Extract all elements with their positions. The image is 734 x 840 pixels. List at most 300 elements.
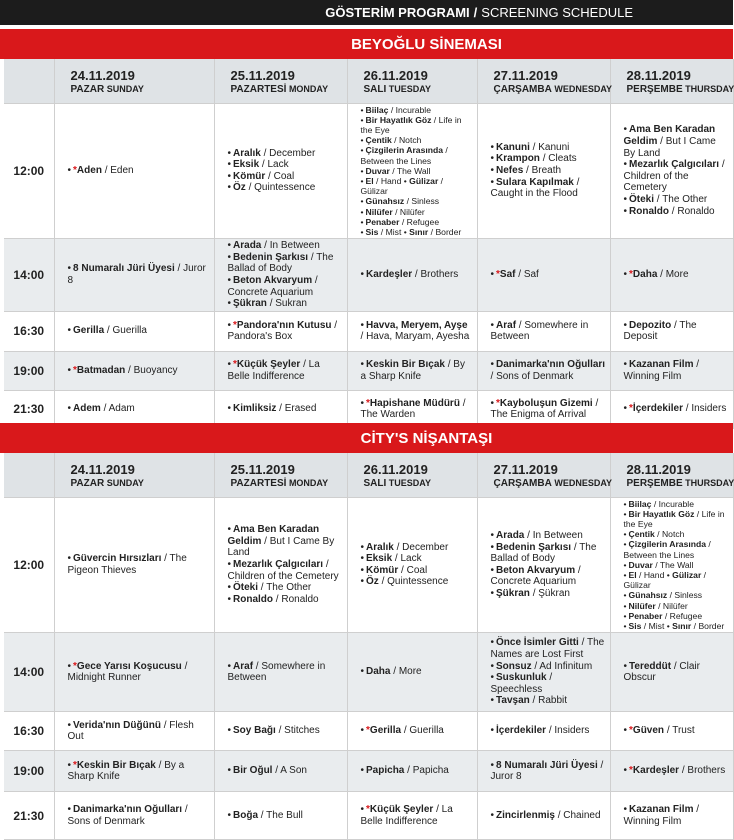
film-entry: [361, 666, 473, 678]
film-entry: [361, 565, 473, 577]
day-header-cell: [610, 59, 733, 103]
day-date: 24.11.2019: [70, 462, 135, 478]
film-title-en: The Other: [662, 194, 708, 205]
title-separator: /: [404, 765, 413, 777]
film-title-tr: Şükran: [496, 588, 530, 599]
title-separator: /: [546, 672, 553, 684]
film-entry: [491, 588, 606, 600]
film-entry: [228, 252, 343, 275]
film-title-en: Insiders: [691, 403, 727, 415]
title-separator: /: [636, 569, 644, 580]
screening-cell: [610, 311, 733, 351]
screening-cell: [347, 633, 477, 712]
title-separator: /: [259, 159, 268, 171]
premiere-star: *: [73, 660, 77, 672]
venue-title-bar: [0, 29, 733, 59]
screening-cell: [347, 497, 477, 633]
film-title-en: Incurable: [395, 104, 431, 115]
bullet: •: [623, 194, 628, 205]
film-title-en: The Deposit: [623, 319, 697, 343]
film-title-en: The Other: [266, 582, 312, 594]
title-separator: /: [261, 535, 270, 547]
title-separator: /: [515, 269, 524, 281]
day-name: [493, 84, 613, 96]
film-title-tr: Kazanan Film: [629, 804, 694, 816]
film-title-en: Saf: [523, 269, 539, 281]
bullet: •: [227, 582, 232, 594]
film-title-tr: Gerilla: [369, 725, 402, 737]
screening-cell: [477, 497, 610, 633]
film-title-tr: Aralık: [233, 147, 261, 159]
film-entry: [361, 765, 473, 777]
film-title-en: Gülizar: [623, 580, 651, 591]
day-name-en: THURSDAY: [682, 84, 734, 95]
screening-cell: [347, 311, 477, 351]
day-name-en: MONDAY: [286, 478, 329, 489]
title-separator: /: [669, 205, 678, 217]
film-title-tr: Penaber: [365, 216, 400, 227]
film-title-en: Ad Infinitum: [539, 660, 593, 672]
title-separator: /: [529, 695, 539, 707]
time-slot: 12:00: [4, 497, 54, 633]
film-title-tr: İçerdekiler: [496, 725, 547, 737]
film-title-tr: Nilüfer: [628, 600, 656, 611]
film-title-tr: Çizgilerin Arasında: [628, 539, 707, 550]
bullet: •: [623, 590, 627, 601]
film-title-en: Buoyancy: [133, 364, 178, 376]
film-title-en: Refugee: [669, 610, 703, 621]
film-title-en: Breath: [531, 165, 562, 177]
bullet: •: [490, 141, 495, 153]
screening-cell: [214, 351, 347, 390]
film-title-tr: Güvercin Hırsızları: [73, 553, 162, 565]
bullet: •: [360, 175, 364, 186]
film-title-tr: Kardeşler: [366, 269, 413, 281]
bullet: •: [623, 620, 627, 631]
film-title-tr: Sulara Kapılmak: [496, 176, 574, 188]
bullet: •: [623, 539, 627, 550]
premiere-star: *: [233, 359, 237, 371]
screening-cell: [610, 497, 733, 633]
title-separator: /: [573, 176, 580, 188]
film-title-en: Gülizar: [360, 186, 388, 197]
title-separator: /: [667, 590, 675, 601]
screening-cell: [214, 633, 347, 712]
bullet: •: [623, 359, 628, 371]
film-title-en: Sinless: [411, 196, 440, 207]
film-title-en: Children of the Cemetery: [227, 570, 339, 582]
film-title-en: Kanuni: [538, 141, 570, 153]
film-title-tr: Hapishane Müdürü: [369, 397, 460, 409]
film-title-en: In Between: [532, 530, 583, 542]
film-title-en: Şükran: [538, 588, 570, 599]
film-entry: [68, 760, 210, 783]
title-separator: /: [258, 809, 267, 821]
film-title-en: Sons of Denmark: [67, 815, 145, 827]
film-title-tr: Bir Oğul: [233, 765, 273, 777]
title-separator: /: [706, 539, 711, 550]
film-title-tr: Adem: [73, 403, 101, 415]
film-title-tr: Önce İsimler Gitti: [496, 637, 579, 649]
film-entry: [624, 539, 729, 559]
film-entry: [491, 725, 606, 737]
title-separator: /: [373, 175, 381, 186]
film-title-en: Coal: [406, 564, 428, 576]
title-separator: /: [182, 804, 188, 816]
day-name-tr: PAZARTESİ: [230, 478, 287, 490]
film-title-en: The Ballad of Body: [490, 541, 597, 565]
film-title-en: Ronaldo: [677, 205, 715, 217]
bullet: •: [490, 809, 495, 821]
film-title-tr: Bedenin Şarkısı: [233, 251, 309, 263]
title-separator: /: [390, 666, 399, 678]
film-title-en: Guerilla: [409, 725, 444, 737]
film-entry: [491, 672, 606, 695]
title-separator: /: [331, 319, 338, 331]
title-separator: /: [161, 553, 170, 565]
title-separator: /: [654, 194, 663, 205]
film-entry: [228, 159, 343, 171]
bullet: •: [623, 610, 627, 621]
premiere-star: *: [496, 397, 500, 409]
title-separator: /: [100, 403, 109, 415]
bullet: •: [227, 319, 232, 331]
bullet: •: [360, 104, 364, 115]
title-separator: •: [401, 226, 410, 237]
film-entry: [491, 530, 606, 542]
bullet: •: [623, 559, 627, 570]
screening-cell: [54, 792, 214, 840]
film-title-en: Life in the Eye: [360, 114, 462, 135]
film-title-en: The Names are Lost First: [490, 637, 605, 660]
bullet: •: [490, 637, 495, 649]
screening-cell: [214, 239, 347, 312]
bullet: •: [227, 298, 232, 310]
film-title-en: Notch: [398, 135, 422, 146]
film-entry: [624, 403, 729, 415]
film-title-tr: Çentik: [628, 529, 655, 540]
film-title-tr: Gülizar: [409, 175, 439, 186]
time-slot-row: [4, 497, 733, 633]
film-title-en: The Enigma of Arrival: [490, 409, 587, 421]
title-separator: /: [392, 553, 401, 565]
film-entry: [624, 124, 729, 159]
film-title-tr: Çizgilerin Arasında: [365, 145, 444, 156]
day-name-en: SUNDAY: [104, 84, 144, 95]
bullet: •: [623, 498, 627, 509]
screening-cell: [54, 712, 214, 751]
film-entry: [624, 611, 729, 621]
title-separator: /: [428, 226, 436, 237]
day-name-en: MONDAY: [286, 84, 329, 95]
film-entry: [228, 582, 343, 594]
venue-title-bar: [0, 423, 733, 453]
film-title-en: Hand: [380, 175, 402, 186]
bullet: •: [67, 325, 72, 337]
bullet: •: [623, 403, 628, 415]
bullet: •: [360, 226, 364, 237]
film-title-en: Border: [698, 620, 725, 631]
film-entry: [228, 320, 343, 343]
film-entry: [491, 661, 606, 673]
film-title-en: In Between: [269, 240, 320, 252]
day-header-cell: [347, 453, 477, 497]
bullet: •: [67, 263, 72, 275]
film-entry: [491, 269, 606, 281]
film-title-en: Between the Lines: [360, 155, 432, 166]
screening-cell: [477, 351, 610, 390]
film-entry: [68, 325, 210, 337]
film-title-tr: Araf: [233, 660, 254, 672]
title-separator: /: [265, 170, 274, 182]
bullet: •: [490, 269, 495, 281]
bullet: •: [360, 269, 365, 281]
title-separator: /: [388, 104, 396, 115]
bullet: •: [490, 176, 495, 188]
day-name-en: TUESDAY: [386, 478, 431, 489]
film-title-tr: Daha: [366, 666, 391, 678]
premiere-star: *: [496, 269, 500, 281]
bullet: •: [490, 660, 495, 672]
title-separator: /: [459, 397, 466, 409]
film-title-tr: Nefes: [496, 165, 524, 177]
film-entry: [361, 105, 473, 115]
film-title-tr: Danimarka'nın Oğulları: [73, 804, 183, 816]
title-separator: •: [401, 175, 410, 186]
title-separator: /: [308, 251, 317, 263]
film-entry: [361, 359, 473, 382]
film-title-en: But I Came By Land: [623, 136, 716, 159]
film-title-tr: Öz: [233, 182, 246, 194]
film-title-tr: Arada: [233, 240, 262, 252]
film-entry: [228, 240, 343, 252]
film-title-en: The Bull: [266, 809, 303, 821]
film-title-en: Incurable: [658, 498, 694, 509]
day-name-tr: SALI: [363, 478, 387, 490]
film-title-tr: Gece Yarısı Koşucusu: [76, 660, 182, 672]
bullet: •: [227, 170, 232, 182]
title-separator: /: [258, 582, 267, 594]
title-separator: /: [694, 508, 702, 519]
film-entry: [624, 499, 729, 509]
title-separator: /: [323, 559, 329, 571]
day-date: 26.11.2019: [363, 68, 428, 84]
film-entry: [228, 298, 343, 310]
schedule-table: [4, 453, 734, 840]
time-slot-row: [4, 633, 733, 712]
title-separator: /: [655, 600, 663, 611]
title-separator: /: [438, 175, 444, 186]
day-name: [71, 478, 208, 489]
day-date: 25.11.2019: [230, 68, 295, 84]
bullet: •: [623, 804, 628, 816]
time-slot: 21:30: [4, 390, 54, 428]
film-title-tr: Gerilla: [73, 325, 105, 337]
screening-cell: [477, 239, 610, 312]
day-name-tr: ÇARŞAMBA: [493, 478, 552, 490]
bullet: •: [490, 319, 495, 331]
film-entry: [491, 177, 606, 200]
film-title-tr: Ronaldo: [233, 593, 274, 605]
title-separator: /: [399, 216, 407, 227]
day-header-cell: [477, 59, 613, 103]
bullet: •: [490, 530, 495, 542]
film-title-en: More: [665, 269, 689, 281]
title-separator: •: [664, 620, 673, 631]
day-name: [364, 478, 471, 489]
film-title-tr: Penaber: [628, 610, 663, 621]
film-title-en: By a Sharp Knife: [67, 759, 185, 783]
title-separator: /: [473, 5, 478, 20]
film-title-tr: Bedenin Şarkısı: [496, 541, 572, 553]
film-title-tr: Eksik: [366, 553, 393, 565]
film-title-en: Sukran: [275, 298, 307, 310]
film-entry: [624, 590, 729, 600]
film-title-tr: Gülizar: [672, 569, 702, 580]
day-header-cell: [477, 453, 613, 497]
premiere-star: *: [366, 397, 370, 409]
film-title-en: Erased: [284, 403, 317, 415]
title-separator: /: [719, 159, 725, 171]
film-entry: [491, 320, 606, 343]
film-title-en: Cleats: [548, 153, 577, 165]
film-title-tr: Duvar: [628, 559, 653, 570]
film-entry: [624, 601, 729, 611]
premiere-star: *: [366, 725, 370, 737]
day-header-cell: [214, 59, 347, 103]
day-header-row: [4, 59, 733, 103]
film-title-en: Mist: [385, 226, 402, 237]
film-title-tr: Kardeşler: [632, 765, 680, 777]
bullet: •: [227, 403, 232, 415]
film-entry: [361, 576, 473, 588]
schedule-title-bar: [0, 0, 733, 25]
title-separator: /: [393, 541, 403, 553]
film-entry: [361, 145, 473, 165]
film-entry: [361, 542, 473, 554]
film-title-tr: Papicha: [366, 765, 405, 777]
title-separator: /: [575, 564, 581, 576]
bullet: •: [227, 251, 232, 263]
film-title-tr: Aden: [76, 165, 102, 177]
title-separator: /: [266, 298, 276, 310]
film-title-en: La Belle Indifference: [227, 359, 320, 382]
film-title-en: Flesh Out: [67, 719, 194, 743]
bullet: •: [360, 216, 364, 227]
bullet: •: [360, 666, 365, 678]
time-slot: 19:00: [4, 351, 54, 390]
film-title-en: Concrete Aquarium: [227, 286, 314, 298]
title-separator: /: [701, 569, 707, 580]
title-separator: /: [539, 153, 549, 165]
film-title-tr: Araf: [496, 319, 517, 331]
day-date: 26.11.2019: [363, 462, 428, 478]
day-name-en: WEDNESDAY: [551, 84, 613, 95]
premiere-star: *: [629, 765, 633, 777]
film-title-tr: Depozito: [629, 319, 672, 331]
film-title-en: Insiders: [554, 725, 590, 737]
title-separator: /: [516, 319, 525, 331]
bullet: •: [490, 695, 495, 707]
film-entry: [624, 560, 729, 570]
title-separator: /: [554, 809, 564, 821]
title-separator: /: [431, 114, 439, 125]
film-title-tr: Duvar: [365, 165, 390, 176]
film-title-en: Brothers: [420, 269, 459, 281]
film-title-tr: Sonsuz: [496, 660, 532, 672]
title-separator: /: [654, 529, 662, 540]
day-date: 27.11.2019: [493, 68, 558, 84]
film-title-tr: Öteki: [233, 582, 259, 594]
bullet: •: [360, 196, 364, 207]
bullet: •: [623, 508, 627, 519]
film-entry: [361, 804, 473, 827]
bullet: •: [67, 165, 72, 177]
day-date: 25.11.2019: [230, 462, 295, 478]
day-name: [626, 84, 734, 96]
film-title-tr: 8 Numaralı Jüri Üyesi: [496, 759, 598, 771]
film-title-en: Eden: [110, 165, 134, 177]
film-entry: [491, 359, 606, 382]
bullet: •: [360, 319, 365, 331]
film-title-tr: Pandora'nın Kutusu: [236, 319, 332, 331]
film-entry: [228, 765, 343, 777]
bullet: •: [67, 660, 72, 672]
film-entry: [68, 263, 210, 286]
premiere-star: *: [73, 759, 77, 771]
film-title-tr: Saf: [499, 269, 516, 281]
film-title-tr: Soy Bağı: [233, 725, 276, 737]
premiere-star: *: [73, 165, 77, 177]
bullet: •: [360, 564, 365, 576]
film-title-tr: Aralık: [366, 541, 394, 553]
film-title-en: Life in the Eye: [623, 508, 725, 529]
film-entry: [361, 269, 473, 281]
film-title-tr: Sis: [365, 226, 379, 237]
bullet: •: [227, 359, 232, 371]
bullet: •: [623, 124, 628, 136]
film-entry: [624, 194, 729, 206]
day-name: [626, 478, 734, 490]
film-entry: [491, 760, 606, 783]
film-title-en: Somewhere in Between: [227, 660, 326, 684]
film-title-en: Winning Film: [623, 370, 682, 382]
bullet: •: [623, 159, 628, 171]
film-title-tr: Eksik: [233, 159, 260, 171]
film-entry: [228, 403, 343, 415]
title-separator: /: [312, 274, 318, 286]
title-separator: /: [360, 331, 367, 343]
film-title-tr: Kömür: [366, 564, 399, 576]
title-separator: /: [260, 147, 270, 159]
bullet: •: [67, 553, 72, 565]
screening-cell: [347, 239, 477, 312]
film-title-tr: Şükran: [233, 298, 267, 310]
bullet: •: [360, 804, 365, 816]
bullet: •: [623, 600, 627, 611]
film-title-en: Pandora's Box: [227, 331, 293, 343]
film-entry: [624, 206, 729, 218]
bullet: •: [623, 725, 628, 737]
film-entry: [228, 810, 343, 822]
film-entry: [68, 804, 210, 827]
title-separator: /: [693, 359, 700, 371]
title-separator: /: [253, 660, 262, 672]
screening-cell: [54, 351, 214, 390]
film-title-tr: Çentik: [365, 135, 392, 146]
bullet: •: [360, 576, 365, 588]
title-separator: /: [300, 359, 309, 371]
